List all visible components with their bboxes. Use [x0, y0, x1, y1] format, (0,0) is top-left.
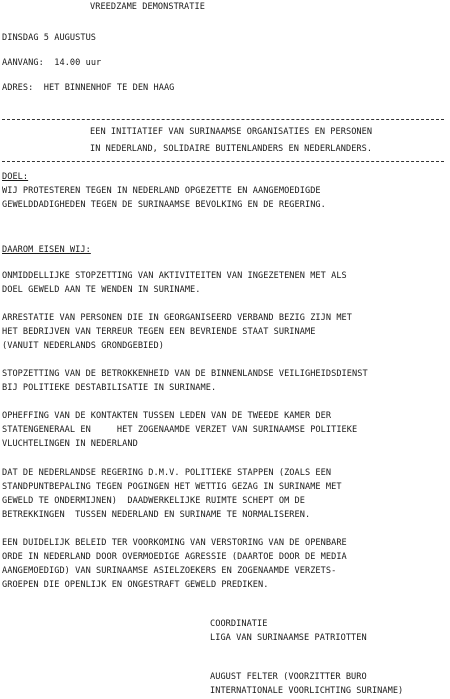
initiative-line-2: IN NEDERLAND, SOLIDAIRE BUITENLANDERS EN NEDERLANDERS. [90, 144, 373, 154]
signature-person-2: INTERNATIONALE VOORLICHTING SURINAME) [210, 686, 404, 696]
divider-bottom [2, 161, 444, 162]
document-title: VREEDZAME DEMONSTRATIE [90, 2, 205, 12]
event-date: DINSDAG 5 AUGUSTUS [2, 33, 97, 43]
demand-2-line: (VANUIT NEDERLANDS GRONDGEBIED) [2, 341, 164, 351]
demand-6-line: EEN DUIDELIJK BELEID TER VOORKOMING VAN VERSTORING VAN DE OPENBARE [2, 538, 347, 548]
demand-3-line: STOPZETTING VAN DE BETROKKENHEID VAN DE BINNENLANDSE VEILIGHEIDSDIENST [2, 369, 368, 379]
demand-6-line: AANGEMOEDIGD) VAN SURINAAMSE ASIELZOEKERS EN ZOGENAAMDE VERZETS- [2, 566, 337, 576]
demand-2-line: ARRESTATIE VAN PERSONEN DIE IN GEORGANISEERD VERBAND BEZIG ZIJN MET [2, 313, 352, 323]
goal-heading: DOEL: [2, 172, 29, 182]
event-address [2, 83, 174, 94]
demand-5-line: BETREKKINGEN TUSSEN NEDERLAND EN SURINAME TE NORMALISEREN. [2, 510, 311, 520]
initiative-line-1: EEN INITIATIEF VAN SURINAAMSE ORGANISATIES EN PERSONEN [90, 127, 373, 137]
signature-org: LIGA VAN SURINAAMSE PATRIOTTEN [210, 633, 367, 643]
demand-4-line: STATENGENERAAL EN HET ZOGENAAMDE VERZET VAN SURINAAMSE POLITIEKE [2, 425, 358, 435]
address-value: HET BINNENHOF TE DEN HAAG [43, 83, 175, 93]
address-label: ADRES: [2, 83, 34, 93]
start-value: 14.00 uur [54, 58, 102, 68]
signature-role: COORDINATIE [210, 619, 268, 629]
demand-1-line: ONMIDDELLIJKE STOPZETTING VAN AKTIVITEITEN VAN INGEZETENEN MET ALS [2, 271, 347, 281]
divider-top [2, 119, 444, 120]
demand-5-line: DAT DE NEDERLANDSE REGERING D.M.V. POLITIEKE STAPPEN (ZOALS EEN [2, 468, 332, 478]
demand-1-line: DOEL GEWELD AAN TE WENDEN IN SURINAME. [2, 285, 201, 295]
demand-4-line: OPHEFFING VAN DE KONTAKTEN TUSSEN LEDEN VAN DE TWEEDE KAMER DER [2, 411, 332, 421]
demand-6-line: GROEPEN DIE OPENLIJK EN ONGESTRAFT GEWELD PREDIKEN. [2, 580, 269, 590]
demand-4-line: VLUCHTELINGEN IN NEDERLAND [2, 439, 138, 449]
demand-3-line: BIJ POLITIEKE DESTABILISATIE IN SURINAME. [2, 383, 217, 393]
demand-6-line: ORDE IN NEDERLAND DOOR OVERMOEDIGE AGRESSIE (DAARTOE DOOR DE MEDIA [2, 552, 347, 562]
goal-line-2: GEWELDDADIGHEDEN TEGEN DE SURINAAMSE BEVOLKING EN DE REGERING. [2, 200, 326, 210]
goal-line-1: WIJ PROTESTEREN TEGEN IN NEDERLAND OPGEZETTE EN AANGEMOEDIGDE [2, 186, 321, 196]
demand-5-line: STANDPUNTBEPALING TEGEN POGINGEN HET WETTIG GEZAG IN SURINAME MET [2, 482, 342, 492]
demands-heading: DAAROM EISEN WIJ: [2, 245, 91, 255]
demand-5-line: GEWELD TE ONDERMIJNEN) DAADWERKELIJKE RUIMTE SCHEPT OM DE [2, 496, 305, 506]
start-label: AANVANG: [2, 58, 44, 68]
event-start [2, 58, 101, 69]
signature-person-1: AUGUST FELTER (VOORZITTER BURO [210, 672, 367, 682]
demand-2-line: HET BEDRIJVEN VAN TERREUR TEGEN EEN BEVRIENDE STAAT SURINAME [2, 327, 316, 337]
